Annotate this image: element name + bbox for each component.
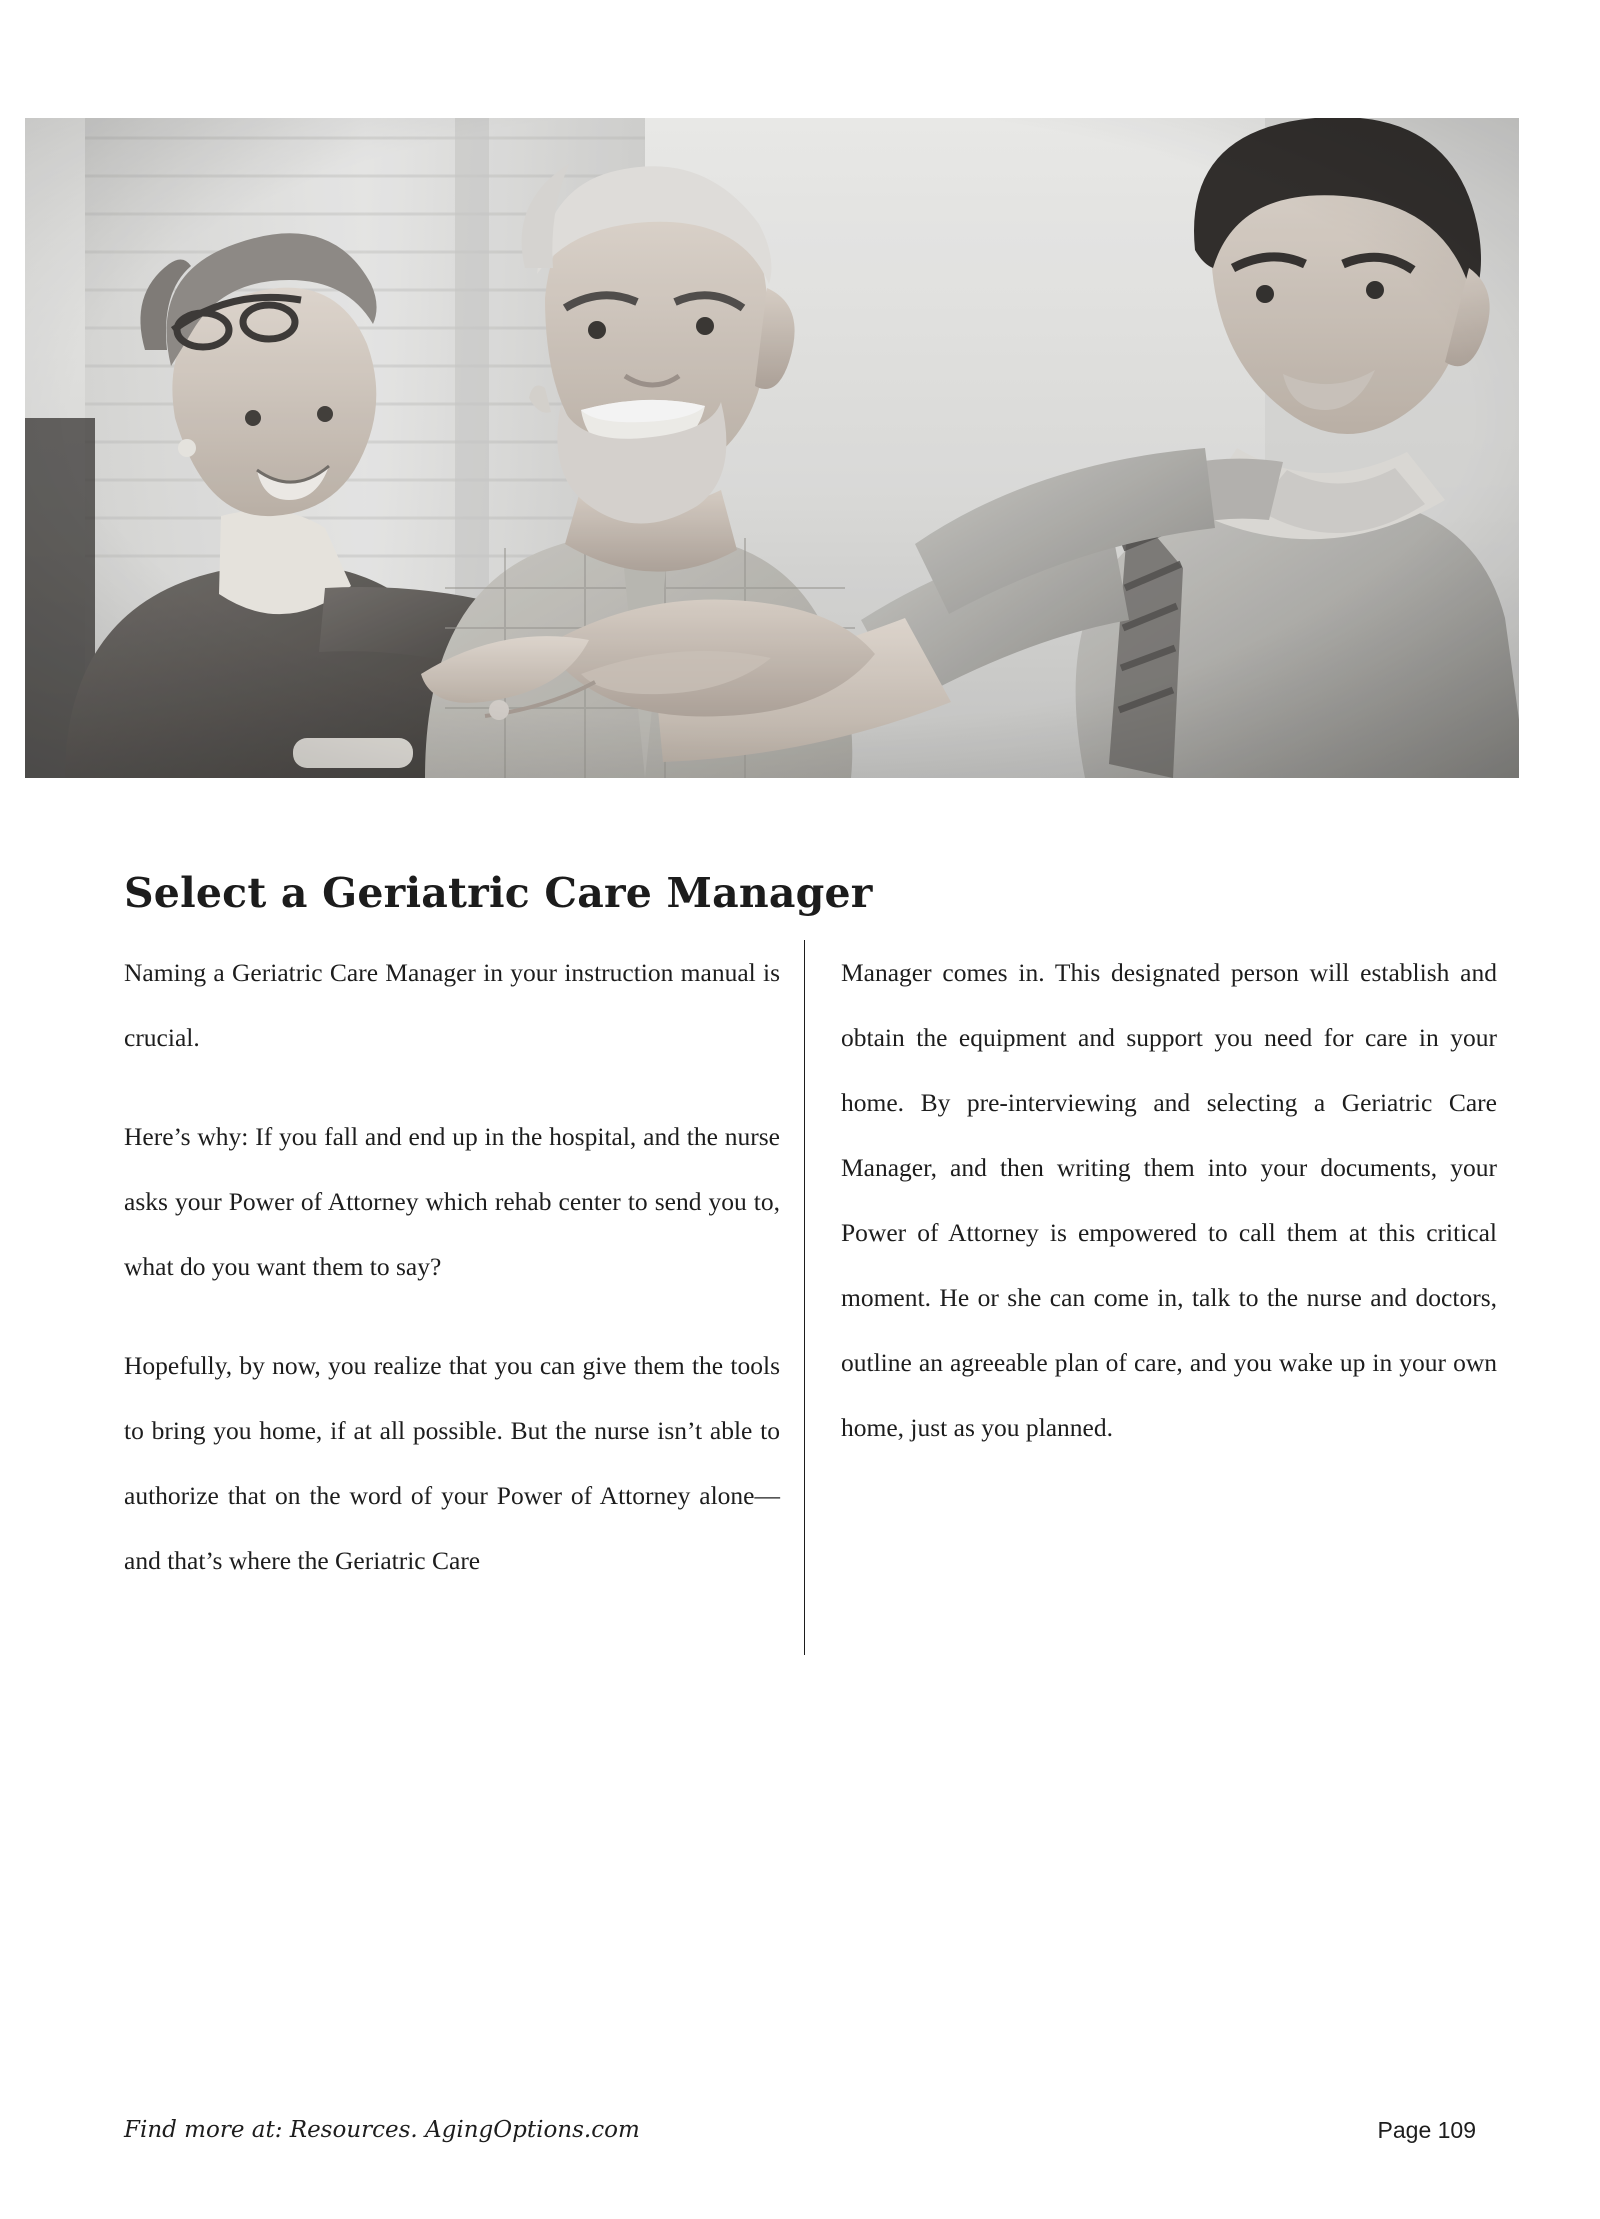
left-column	[124, 940, 804, 1593]
body-columns	[124, 940, 1497, 1655]
paragraph: Naming a Geriatric Care Manager in your instruction manual is crucial.	[124, 958, 780, 1052]
page-title: Select a Geriatric Care Manager	[124, 869, 873, 918]
page-number: Page 109	[1377, 2117, 1476, 2143]
photograph-image	[25, 118, 1519, 778]
paragraph: Here’s why: If you fall and end up in the hospital, and the nurse asks your Power of Attorney which rehab center to send you to, what do you want them to say?	[124, 1122, 780, 1281]
footer-note: Find more at: Resources. AgingOptions.com	[124, 2117, 640, 2143]
paragraph: Hopefully, by now, you realize that you can give them the tools to bring you home, if at all possible. But the nurse isn’t able to authorize that on the word of your Power of Attorney alone—and that’s where the Geriatric Care	[124, 1351, 780, 1575]
paragraph: Manager comes in. This designated person will establish and obtain the equipment and support you need for care in your home. By pre-interviewing and selecting a Geriatric Care Manager, and then writing them into your documents, your Power of Attorney is empowered to call them at this critical moment. He or she can come in, talk to the nurse and doctors, outline an agreeable plan of care, and you wake up in your own home, just as you planned.	[841, 958, 1497, 1442]
right-column	[805, 940, 1497, 1460]
header-photograph	[25, 118, 1519, 778]
